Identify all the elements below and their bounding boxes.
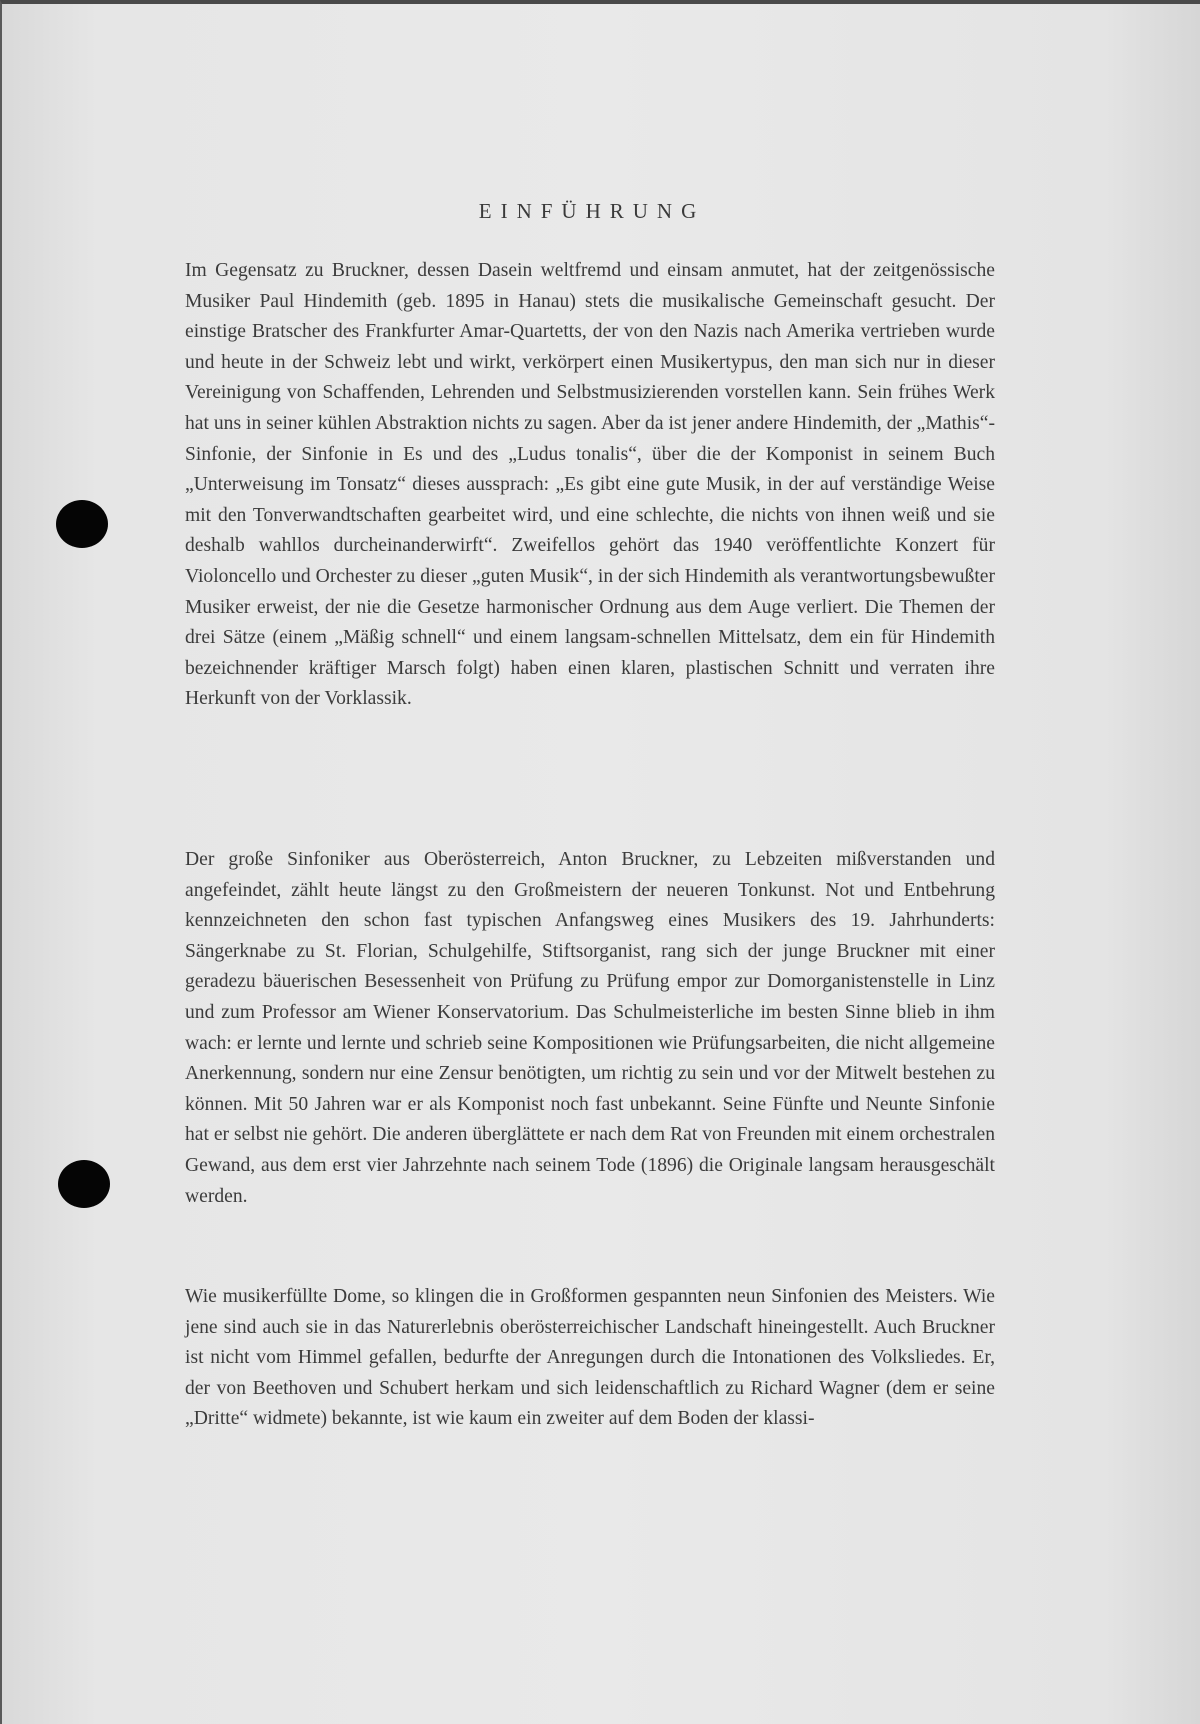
paragraph-bruckner-life: Der große Sinfoniker aus Oberösterreich, Anton Bruckner, zu Lebzeiten mißverstanden und angefeindet, zählt heute längst zu den Großmeistern der neueren Tonkunst. Not und Entbehrung kennzeichneten den schon fast typischen Anfangsweg eines Musikers des 19. Jahrhunderts: Sängerknabe zu St. Florian, Schulgehilfe, Stiftsorganist, rang sich der junge Bruckner mit einer geradezu bäuerischen Besessenheit von Prüfung zu Prüfung empor zur Domorganistenstelle in Linz und zum Professor am Wiener Konservatorium. Das Schulmeisterliche im besten Sinne blieb in ihm wach: er lernte und lernte und schrieb seine Kompositionen wie Prüfungsarbeiten, die nicht allgemeine Anerkennung, sondern nur eine Zensur benötigten, um richtig zu sein und vor der Mitwelt bestehen zu können. Mit 50 Jahren war er als Komponist noch fast unbekannt. Seine Fünfte und Neunte Sinfonie hat er selbst nie gehört. Die anderen überglättete er nach dem Rat von Freunden mit einem orchestralen Gewand, aus dem erst vier Jahrzehnte nach seinem Tode (1896) die Originale langsam herausgeschält werden. bbox=[185, 849, 995, 1207]
paragraph-bruckner-symphonies: Wie musikerfüllte Dome, so klingen die in Großformen gespannten neun Sinfonien des Meisters. Wie jene sind auch sie in das Naturerlebnis oberösterreichischer Landschaft hineingestellt. Auch Bruckner ist nicht vom Himmel gefallen, bedurfte der Anregungen durch die Intonationen des Volksliedes. Er, der von Beethoven und Schubert herkam und sich leidenschaftlich zu Richard Wagner (dem er seine „Dritte“ widmete) bekannte, ist wie kaum ein zweiter auf dem Boden der klassi- bbox=[185, 1286, 995, 1430]
punch-hole-bottom bbox=[58, 1160, 110, 1208]
page-heading: EINFÜHRUNG bbox=[478, 199, 706, 223]
punch-hole-top bbox=[56, 500, 108, 548]
paragraph-hindemith: Im Gegensatz zu Bruckner, dessen Dasein weltfremd und einsam anmutet, hat der zeitgenössische Musiker Paul Hindemith (geb. 1895 in Hanau) stets die musikalische Gemeinschaft gesucht. Der einstige Bratscher des Frankfurter Amar-Quartetts, der von den Nazis nach Amerika vertrieben wurde und heute in der Schweiz lebt und wirkt, verkörpert einen Musikertypus, den man sich nur in dieser Vereinigung von Schaffenden, Lehrenden und Selbstmusizierenden vorstellen kann. Sein frühes Werk hat uns in seiner kühlen Abstraktion nichts zu sagen. Aber da ist jener andere Hindemith, der „Mathis“-Sinfonie, der Sinfonie in Es und des „Ludus tonalis“, über die der Komponist in seinem Buch „Unterweisung im Tonsatz“ dieses aussprach: „Es gibt eine gute Musik, in der auf verständige Weise mit den Tonverwandtschaften gearbeitet wird, und eine schlechte, die nichts von ihnen weiß und sie deshalb wahllos durcheinanderwirft“. Zweifellos gehört das 1940 veröffentlichte Konzert für Violoncello und Orchester zu dieser „guten Musik“, in der sich Hindemith als verantwortungsbewußter Musiker erweist, der nie die Gesetze harmonischer Ordnung aus dem Auge verliert. Die Themen der drei Sätze (einem „Mäßig schnell“ und einem langsam-schnellen Mittelsatz, dem ein für Hindemith bezeichnender kräftiger Marsch folgt) haben einen klaren, plastischen Schnitt und verraten ihre Herkunft von der Vorklassik. bbox=[185, 260, 995, 710]
